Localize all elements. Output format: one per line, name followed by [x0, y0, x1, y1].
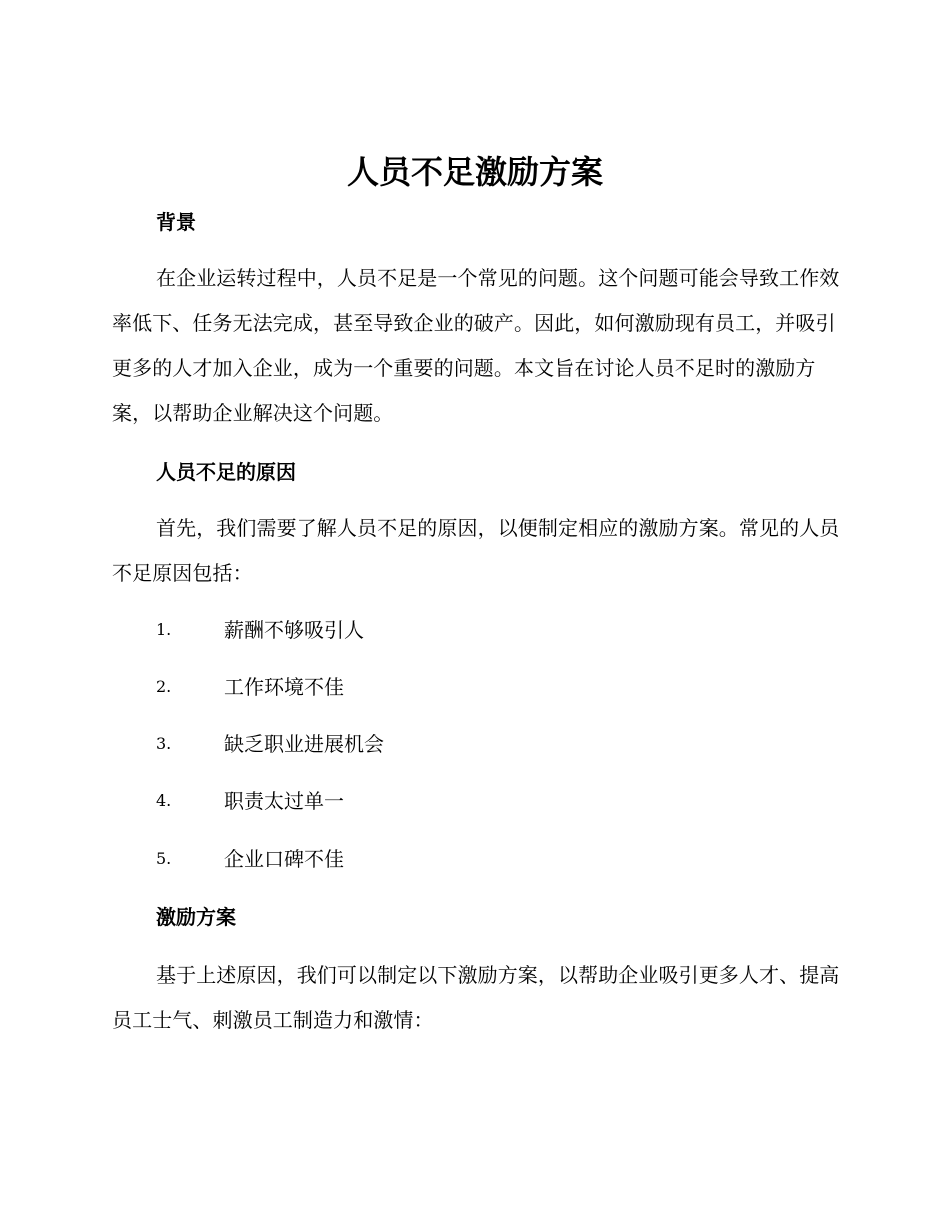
list-item-text: 薪酬不够吸引人	[224, 618, 364, 642]
list-item-text: 工作环境不佳	[224, 675, 344, 699]
list-item-text: 缺乏职业进展机会	[224, 732, 384, 756]
list-item-text: 企业口碑不佳	[224, 847, 344, 871]
list-item-number: 3.	[156, 734, 172, 753]
list-item-number: 4.	[156, 791, 172, 810]
list-item-number: 2.	[156, 677, 172, 696]
section-heading-background: 背景	[156, 210, 196, 234]
section-heading-causes: 人员不足的原因	[156, 460, 296, 484]
document-title: 人员不足激励方案	[346, 153, 603, 191]
section-paragraph-incentive-plan: 基于上述原因，我们可以制定以下激励方案，以帮助企业吸引更多人才、提高员工士气、刺激员工制造力和激情：	[112, 963, 840, 1032]
section-heading-incentive-plan: 激励方案	[156, 905, 236, 929]
list-item-number: 1.	[156, 620, 172, 639]
list-item-text: 职责太过单一	[224, 789, 344, 813]
section-paragraph-causes: 首先，我们需要了解人员不足的原因，以便制定相应的激励方案。常见的人员不足原因包括：	[112, 516, 840, 585]
section-paragraph-background: 在企业运转过程中，人员不足是一个常见的问题。这个问题可能会导致工作效率低下、任务无法完成，甚至导致企业的破产。因此，如何激励现有员工，并吸引更多的人才加入企业，成为一个重要的问题。本文旨在讨论人员不足时的激励方案，以帮助企业解决这个问题。	[112, 266, 840, 425]
list-item-number: 5.	[156, 849, 172, 868]
